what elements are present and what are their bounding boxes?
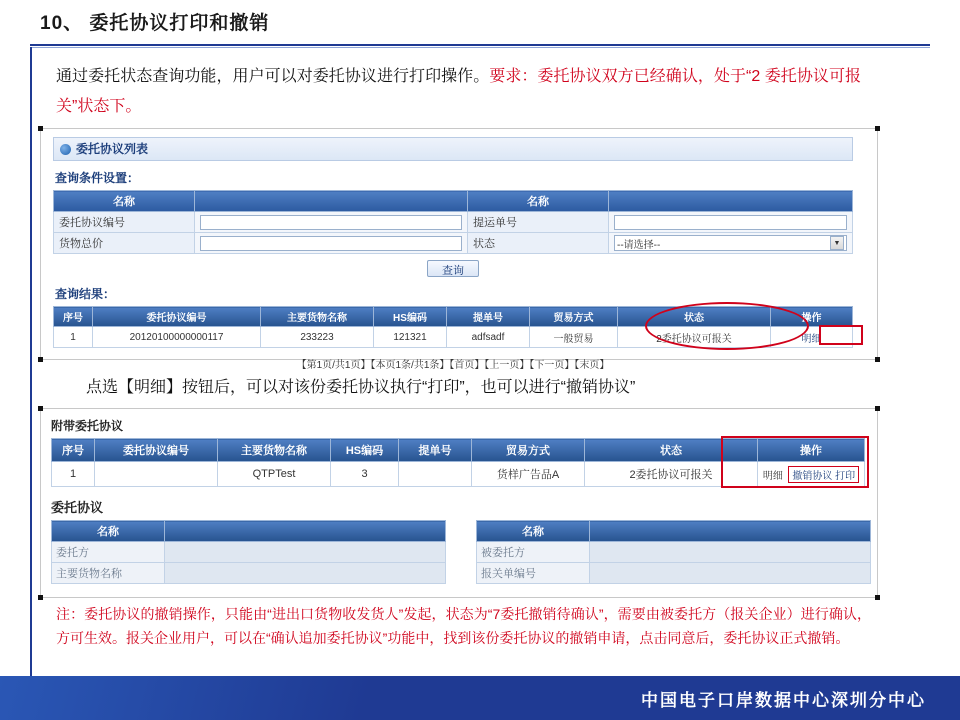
- col-operation: 操作: [758, 439, 865, 462]
- cell-agreement-no: [95, 462, 218, 487]
- intro-text-red: 要求：委托协议双方已经确认，处于“2 委托协议可报关”状态下。: [56, 68, 861, 115]
- crop-mark: [38, 406, 43, 411]
- col-bill-no: 提单号: [447, 307, 530, 327]
- cell-goods-name: 233223: [261, 327, 374, 348]
- crop-mark: [875, 595, 880, 600]
- cell-trade-mode: 一般贸易: [530, 327, 618, 348]
- query-results-label: 查询结果：: [55, 287, 116, 301]
- table-row: [477, 563, 871, 584]
- col-bill-no: 提单号: [399, 439, 472, 462]
- field-status-cell: [609, 233, 853, 254]
- intro-text-black: 通过委托状态查询功能，用户可以对委托协议进行打印操作。: [56, 68, 490, 85]
- field-bill-no-cell: [609, 212, 853, 233]
- label-status: 状态: [468, 233, 609, 254]
- page-title: 10、 委托协议打印和撤销: [40, 13, 270, 34]
- crop-mark: [38, 357, 43, 362]
- cell-index: 1: [54, 327, 93, 348]
- label-agreement-no: 委托协议编号: [54, 212, 195, 233]
- col-operation: 操作: [771, 307, 853, 327]
- bill-no-input[interactable]: [614, 215, 847, 230]
- field-total-price-cell: [195, 233, 468, 254]
- search-button[interactable]: 查询: [427, 260, 479, 277]
- status-select-value: --请选择--: [617, 239, 661, 251]
- col-goods-name: 主要货物名称: [261, 307, 374, 327]
- col-value-right: [590, 521, 871, 542]
- cancel-print-links[interactable]: 撤销协议 打印: [788, 466, 859, 483]
- bullet-icon: [60, 144, 71, 155]
- query-conditions-label: 查询条件设置：: [55, 171, 140, 185]
- col-hs-code: HS编码: [331, 439, 399, 462]
- cell-agreement-no: 20120100000000117: [93, 327, 261, 348]
- crop-mark: [38, 126, 43, 131]
- col-name-right: 名称: [477, 521, 590, 542]
- table-header-row: [477, 521, 871, 542]
- col-goods-name: 主要货物名称: [218, 439, 331, 462]
- col-trade-mode: 贸易方式: [530, 307, 618, 327]
- table-row: [52, 563, 446, 584]
- value-goods-name[interactable]: [165, 563, 446, 584]
- value-entruster[interactable]: [165, 542, 446, 563]
- pagination[interactable]: 【第1页/共1页】【本页1条/共1条】【首页】【上一页】【下一页】【末页】: [296, 360, 610, 371]
- cell-hs-code: 3: [331, 462, 399, 487]
- col-index: 序号: [52, 439, 95, 462]
- agreement-forms: [51, 520, 877, 584]
- label-declaration-no: 报关单编号: [477, 563, 590, 584]
- chevron-down-icon: ▼: [830, 236, 844, 250]
- value-declaration-no[interactable]: [590, 563, 871, 584]
- table-row: [54, 212, 853, 233]
- detail-highlight-box: [819, 325, 863, 345]
- col-value-left: [165, 521, 446, 542]
- cell-trade-mode: 货样广告品A: [472, 462, 585, 487]
- col-index: 序号: [54, 307, 93, 327]
- cell-status: 2委托协议可报关: [585, 462, 758, 487]
- table-header-row: [52, 521, 446, 542]
- detail-link[interactable]: 明细: [762, 470, 783, 482]
- crop-mark: [875, 357, 880, 362]
- title-divider: [30, 44, 930, 46]
- cell-goods-name: QTPTest: [218, 462, 331, 487]
- agreement-table-right: [476, 520, 871, 584]
- screenshot-detail-view: [40, 408, 878, 598]
- cell-index: 1: [52, 462, 95, 487]
- table-header-row: [54, 191, 853, 212]
- query-panel: [53, 137, 853, 371]
- label-entrustee: 被委托方: [477, 542, 590, 563]
- col-status: 状态: [585, 439, 758, 462]
- col-name-left: 名称: [54, 191, 195, 212]
- footer-label: 中国电子口岸数据中心深圳分中心: [641, 691, 926, 710]
- status-select[interactable]: [614, 235, 847, 251]
- intro-paragraph: [56, 62, 861, 122]
- col-agreement-no: 委托协议编号: [93, 307, 261, 327]
- attached-table-wrap: [41, 438, 877, 487]
- cell-hs-code: 121321: [374, 327, 447, 348]
- col-trade-mode: 贸易方式: [472, 439, 585, 462]
- table-row: [54, 233, 853, 254]
- cell-bill-no: adfsadf: [447, 327, 530, 348]
- label-total-price: 货物总价: [54, 233, 195, 254]
- detail-button[interactable]: 明细: [801, 333, 822, 345]
- status-highlight-oval: [645, 302, 809, 350]
- operation-highlight-box: [721, 436, 869, 488]
- col-name-right: 名称: [468, 191, 609, 212]
- label-goods-name: 主要货物名称: [52, 563, 165, 584]
- col-agreement-no: 委托协议编号: [95, 439, 218, 462]
- query-conditions-table: [53, 190, 853, 254]
- field-agreement-no-cell: [195, 212, 468, 233]
- cell-bill-no: [399, 462, 472, 487]
- agreement-section-title: 委托协议: [51, 500, 104, 515]
- screenshot-query-list: [40, 128, 878, 371]
- detail-paragraph: 点选【明细】按钮后，可以对该份委托协议执行“打印”，也可以进行“撤销协议”: [86, 379, 636, 396]
- agreement-no-input[interactable]: [200, 215, 462, 230]
- label-bill-no: 提运单号: [468, 212, 609, 233]
- crop-mark: [875, 126, 880, 131]
- table-row: [477, 542, 871, 563]
- col-hs-code: HS编码: [374, 307, 447, 327]
- col-status: 状态: [618, 307, 771, 327]
- label-entruster: 委托方: [52, 542, 165, 563]
- col-name-left: 名称: [52, 521, 165, 542]
- table-row: [52, 542, 446, 563]
- value-entrustee[interactable]: [590, 542, 871, 563]
- crop-mark: [38, 595, 43, 600]
- title-divider-secondary: [30, 47, 930, 48]
- crop-mark: [875, 406, 880, 411]
- note-paragraph: 注：委托协议的撤销操作，只能由“进出口货物收发货人”发起，状态为“7委托撤销待确认”，需要由被委托方（报关企业）进行确认，方可生效。报关企业用户，可以在“确认追加委托协议”功能中，找到该份委托协议的撤销申请，点击同意后，委托协议正式撤销。: [56, 606, 871, 646]
- col-value-left: [195, 191, 468, 212]
- panel-header-label: 委托协议列表: [76, 142, 149, 156]
- agreement-table-left: [51, 520, 446, 584]
- col-value-right: [609, 191, 853, 212]
- total-price-input[interactable]: [200, 236, 462, 251]
- left-accent-line: [30, 47, 32, 687]
- attached-agreement-title: 附带委托协议: [51, 419, 124, 433]
- cell-status: 2委托协议可报关: [618, 327, 771, 348]
- footer-bar: [0, 676, 960, 720]
- panel-header: [53, 137, 853, 161]
- results-wrap: [53, 306, 853, 348]
